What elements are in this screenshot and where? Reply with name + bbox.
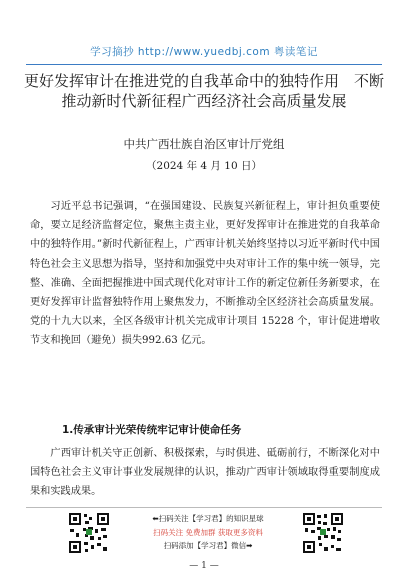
header-divider xyxy=(26,64,382,65)
article-author: 中共广西壮族自治区审计厅党组 xyxy=(123,137,285,151)
footer-line-2: 扫码关注 免费加群 获取更多资料 xyxy=(153,527,263,537)
footer-line-1: ⬅扫码关注【学习君】的知识星球 xyxy=(152,514,264,523)
footer-promo xyxy=(128,512,288,553)
footer-line-3: 扫码添加【学习君】微信➡ xyxy=(163,541,253,550)
site-header: 学习摘抄 http://www.yuedbj.com 粤读笔记 xyxy=(90,46,318,58)
qr-code-icon xyxy=(302,512,344,554)
qr-code-icon xyxy=(68,512,110,554)
page-number: — 1 — xyxy=(189,561,219,571)
section-heading: 1.传承审计光荣传统牢记审计使命任务 xyxy=(62,424,242,436)
footer-divider xyxy=(26,507,382,508)
paragraph-section-1: 广西审计机关守正创新、积极探索，与时俱进、砥砺前行，不断深化对中国特色社会主义审计事业发展规律的认识，推动广西审计领域取得重要制度成果和实践成果。 xyxy=(30,448,380,498)
article-date: （2024 年 4 月 10 日） xyxy=(146,160,262,172)
article-title: 更好发挥审计在推进党的自我革命中的独特作用 不断推动新时代新征程广西经济社会高质量发展 xyxy=(24,72,385,110)
paragraph-intro: 习近平总书记强调，“在强国建设、民族复兴新征程上，审计担负重要使命，要立足经济监督定位，聚焦主责主业，更好发挥审计在推进党的自我革命中的独特作用。”新时代新征程上，广西审计机关始终坚持以习近平新时代中国特色社会主义思想为指导，坚持和加强党中央对审计工作的集中统一领导，完整、准确、全面把握推进中国式现代化对审计工作的新定位新任务新要求，在更好发挥审计监督独特作用上聚焦发力，不断推动全区经济社会高质量发展。党的十九大以来，全区各级审计机关完成审计项目 15228 个，审计促进增收节支和挽回（避免）损失992.63 亿元。 xyxy=(30,201,380,347)
